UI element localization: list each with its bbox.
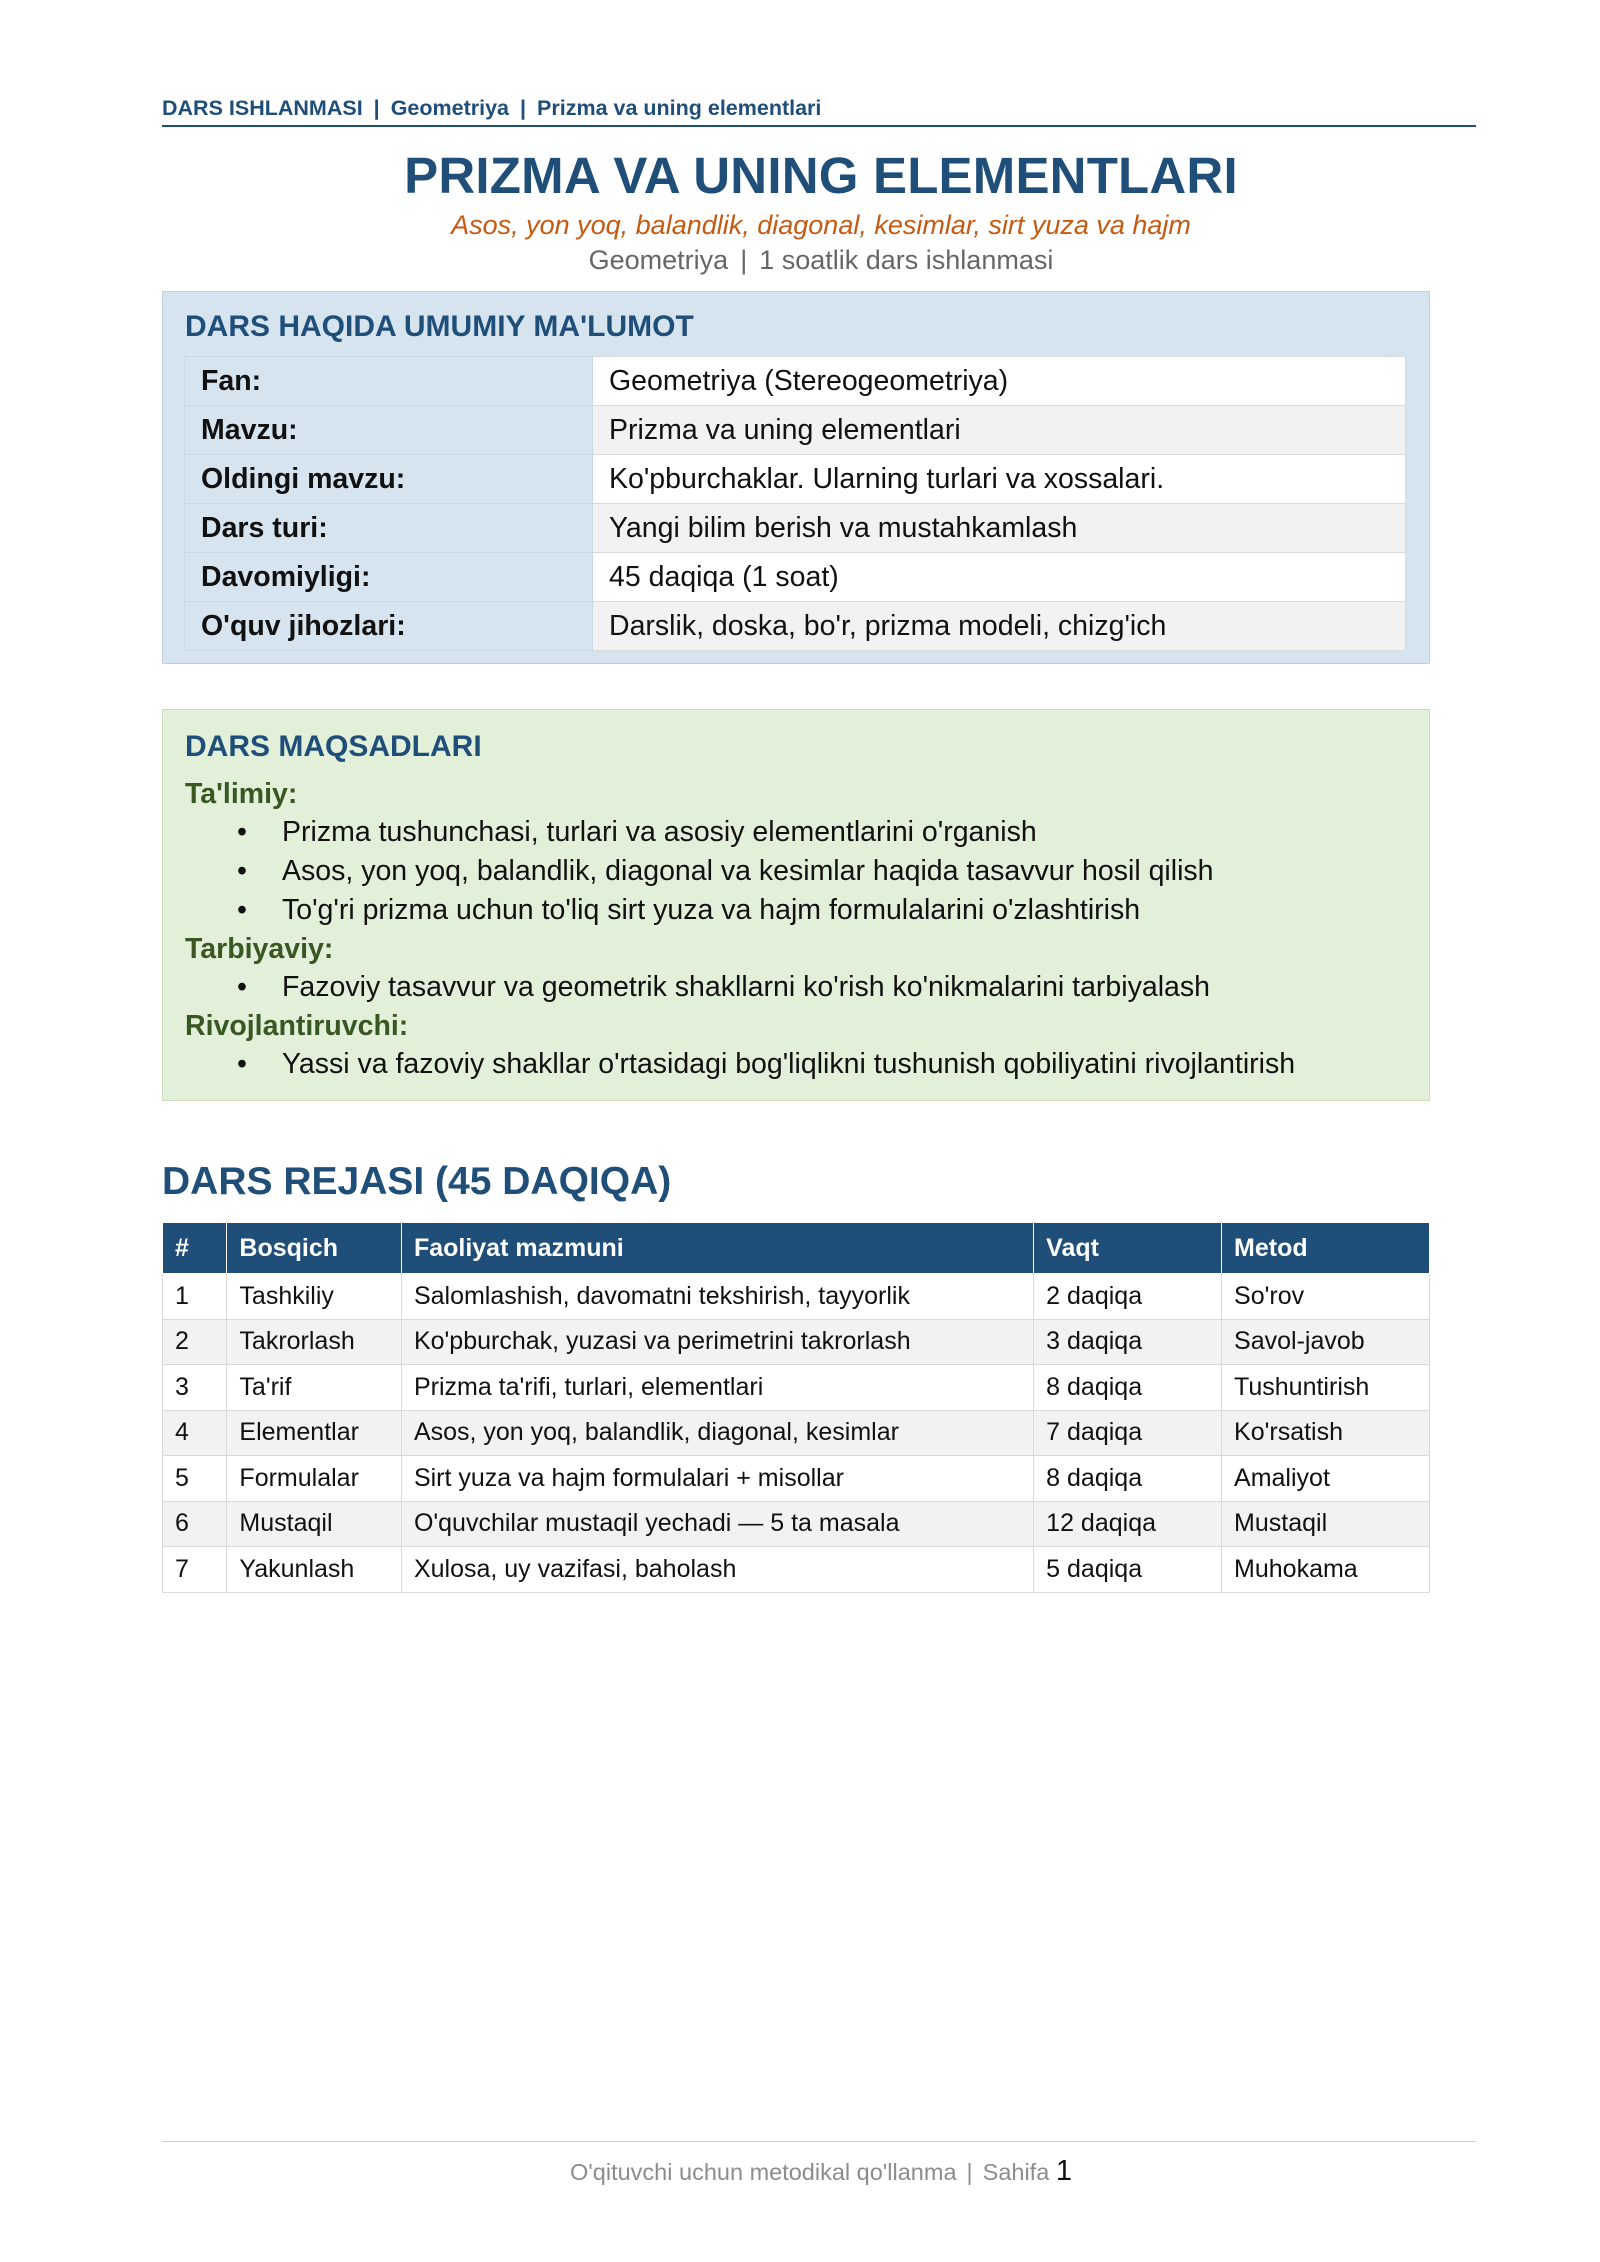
header-separator: | [373, 96, 380, 120]
footer-separator: | [966, 2159, 973, 2185]
table-cell: Formulalar [227, 1456, 402, 1502]
header-subject: Geometriya [390, 96, 509, 120]
info-key: Davomiyligi: [185, 553, 593, 602]
info-key: Mavzu: [185, 406, 593, 455]
table-cell: 3 [163, 1365, 227, 1411]
info-value: 45 daqiqa (1 soat) [593, 553, 1406, 602]
table-cell: So'rov [1222, 1274, 1430, 1320]
bullet-icon: • [237, 894, 247, 926]
table-cell: Ko'pburchak, yuzasi va perimetrini takrorlash [401, 1319, 1033, 1365]
table-cell: Tashkiliy [227, 1274, 402, 1320]
table-cell: Takrorlash [227, 1319, 402, 1365]
table-cell: Ko'rsatish [1222, 1410, 1430, 1456]
goal-text: Asos, yon yoq, balandlik, diagonal va kesimlar haqida tasavvur hosil qilish [282, 855, 1214, 887]
column-header: Faoliyat mazmuni [401, 1223, 1033, 1274]
table-cell: Savol-javob [1222, 1319, 1430, 1365]
info-value: Geometriya (Stereogeometriya) [593, 357, 1406, 406]
column-header: Metod [1222, 1223, 1430, 1274]
table-row [163, 1501, 1430, 1547]
info-row [185, 357, 1406, 406]
goal-list-item [185, 968, 1415, 1007]
goal-list-item [185, 1045, 1415, 1084]
general-info-table [184, 356, 1406, 651]
goal-list-item [185, 813, 1415, 852]
info-row [185, 455, 1406, 504]
table-cell: Salomlashish, davomatni tekshirish, tayyorlik [401, 1274, 1033, 1320]
goal-text: To'g'ri prizma uchun to'liq sirt yuza va hajm formulalarini o'zlashtirish [282, 894, 1141, 926]
table-row [163, 1365, 1430, 1411]
table-cell: Ta'rif [227, 1365, 402, 1411]
table-cell: Xulosa, uy vazifasi, baholash [401, 1547, 1033, 1593]
document-meta [0, 245, 1600, 276]
table-header-row [163, 1223, 1430, 1274]
column-header: # [163, 1223, 227, 1274]
goal-text: Yassi va fazoviy shakllar o'rtasidagi bog'liqlikni tushunish qobiliyatini rivojlantirish [282, 1048, 1296, 1080]
table-cell: Prizma ta'rifi, turlari, elementlari [401, 1365, 1033, 1411]
header-topic: Prizma va uning elementlari [537, 96, 822, 120]
meta-type: 1 soatlik dars ishlanmasi [759, 245, 1054, 275]
table-row [163, 1547, 1430, 1593]
info-value: Yangi bilim berish va mustahkamlash [593, 504, 1406, 553]
lesson-plan-table [162, 1222, 1430, 1593]
lesson-goals-heading: DARS MAQSADLARI [185, 730, 482, 763]
goal-list-item [185, 891, 1415, 930]
table-cell: Yakunlash [227, 1547, 402, 1593]
meta-separator: | [740, 245, 748, 275]
header-separator: | [520, 96, 527, 120]
page-number: 1 [1055, 2155, 1072, 2187]
table-cell: Asos, yon yoq, balandlik, diagonal, kesimlar [401, 1410, 1033, 1456]
info-key: Oldingi mavzu: [185, 455, 593, 504]
document-title: PRIZMA VA UNING ELEMENTLARI [404, 147, 1238, 204]
bullet-icon: • [237, 1048, 247, 1080]
table-cell: O'quvchilar mustaqil yechadi — 5 ta masala [401, 1501, 1033, 1547]
info-row [185, 602, 1406, 651]
footer-divider [162, 2141, 1476, 2142]
table-cell: Tushuntirish [1222, 1365, 1430, 1411]
table-row [163, 1319, 1430, 1365]
table-row [163, 1456, 1430, 1502]
lesson-goals-box [162, 709, 1430, 1101]
table-cell: 1 [163, 1274, 227, 1320]
table-cell: Muhokama [1222, 1547, 1430, 1593]
goal-text: Fazoviy tasavvur va geometrik shakllarni ko'rish ko'nikmalarini tarbiyalash [282, 971, 1210, 1003]
table-cell: Amaliyot [1222, 1456, 1430, 1502]
table-cell: Mustaqil [227, 1501, 402, 1547]
lesson-plan-heading: DARS REJASI (45 DAQIQA) [162, 1160, 672, 1203]
info-value: Prizma va uning elementlari [593, 406, 1406, 455]
goal-category-title: Ta'limiy: [185, 778, 298, 810]
info-value: Darslik, doska, bo'r, prizma modeli, chizg'ich [593, 602, 1406, 651]
table-cell: Mustaqil [1222, 1501, 1430, 1547]
table-cell: 4 [163, 1410, 227, 1456]
goal-list-item [185, 852, 1415, 891]
table-row [163, 1410, 1430, 1456]
footer-page-label: Sahifa [982, 2159, 1050, 2185]
table-cell: 8 daqiqa [1034, 1365, 1222, 1411]
table-cell: 6 [163, 1501, 227, 1547]
bullet-icon: • [237, 971, 247, 1003]
info-row [185, 504, 1406, 553]
info-key: Fan: [185, 357, 593, 406]
document-subtitle: Asos, yon yoq, balandlik, diagonal, kesimlar, sirt yuza va hajm [451, 210, 1191, 240]
running-header [162, 96, 1476, 127]
meta-subject: Geometriya [588, 245, 729, 275]
goal-text: Prizma tushunchasi, turlari va asosiy elementlarini o'rganish [282, 816, 1037, 848]
info-key: O'quv jihozlari: [185, 602, 593, 651]
footer-text: O'qituvchi uchun metodikal qo'llanma [570, 2159, 957, 2185]
goal-category-title: Tarbiyaviy: [185, 933, 334, 965]
column-header: Vaqt [1034, 1223, 1222, 1274]
table-cell: 2 [163, 1319, 227, 1365]
goal-category-title: Rivojlantiruvchi: [185, 1010, 409, 1042]
table-cell: 3 daqiqa [1034, 1319, 1222, 1365]
general-info-heading: DARS HAQIDA UMUMIY MA'LUMOT [185, 310, 694, 343]
info-key: Dars turi: [185, 504, 593, 553]
lesson-goals-list [185, 775, 1415, 1084]
general-info-box [162, 291, 1430, 664]
header-label: DARS ISHLANMASI [162, 96, 363, 120]
page-footer [0, 2155, 1600, 2188]
info-row [185, 406, 1406, 455]
table-cell: 8 daqiqa [1034, 1456, 1222, 1502]
info-row [185, 553, 1406, 602]
table-cell: Elementlar [227, 1410, 402, 1456]
table-cell: 5 [163, 1456, 227, 1502]
column-header: Bosqich [227, 1223, 402, 1274]
bullet-icon: • [237, 816, 247, 848]
table-cell: 2 daqiqa [1034, 1274, 1222, 1320]
bullet-icon: • [237, 855, 247, 887]
table-cell: 7 [163, 1547, 227, 1593]
info-value: Ko'pburchaklar. Ularning turlari va xossalari. [593, 455, 1406, 504]
table-cell: 7 daqiqa [1034, 1410, 1222, 1456]
table-row [163, 1274, 1430, 1320]
table-cell: 5 daqiqa [1034, 1547, 1222, 1593]
table-cell: 12 daqiqa [1034, 1501, 1222, 1547]
table-cell: Sirt yuza va hajm formulalari + misollar [401, 1456, 1033, 1502]
